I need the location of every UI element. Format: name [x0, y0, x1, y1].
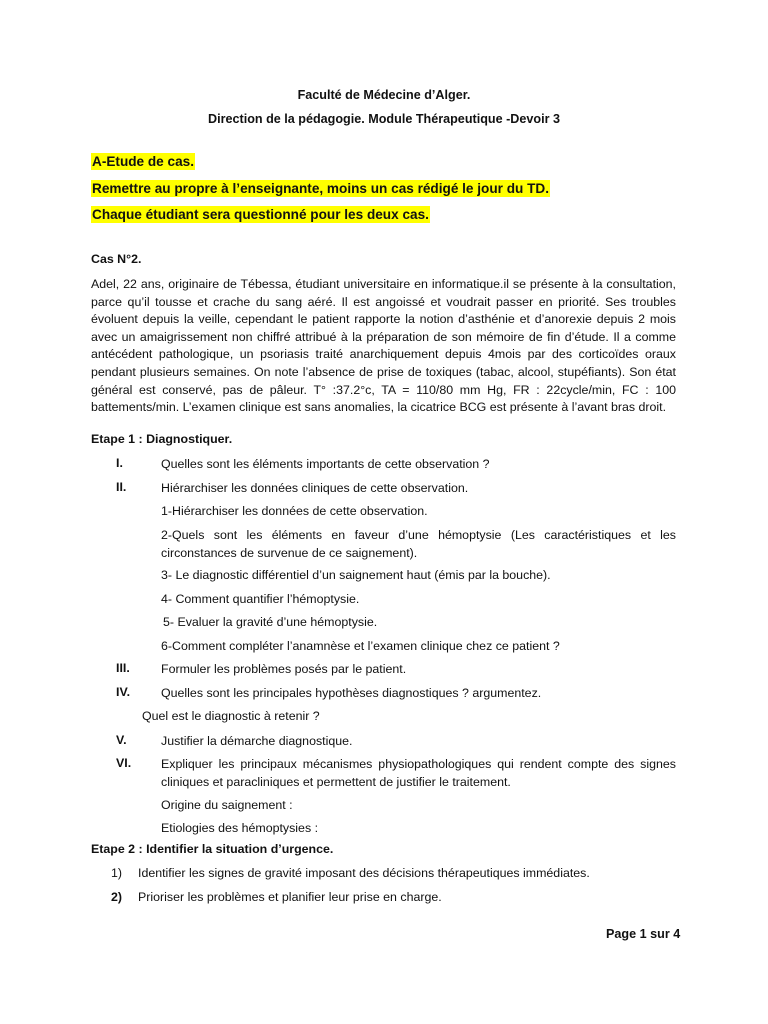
current-page: 1	[639, 927, 647, 941]
question-text: Hiérarchiser les données cliniques de cette observation.	[161, 481, 469, 495]
step-2-title: Etape 2 : Identifier la situation d’urgence.	[91, 842, 334, 856]
sub-question: 3- Le diagnostic différentiel d’un saignement haut (émis par la bouche).	[161, 568, 551, 582]
question-text: Justifier la démarche diagnostique.	[161, 734, 353, 748]
total-pages: 4	[673, 927, 681, 941]
faculty-title: Faculté de Médecine d’Alger.	[297, 88, 471, 102]
instruction-highlight: Remettre au propre à l’enseignante, moins un cas rédigé le jour du TD.	[92, 181, 550, 196]
question-number: 2)	[111, 890, 123, 904]
sub-question: 5- Evaluer la gravité d’une hémoptysie.	[163, 615, 378, 629]
question-text: Quelles sont les principales hypothèses diagnostiques ? argumentez.	[161, 686, 542, 700]
question-text: Identifier les signes de gravité imposant des décisions thérapeutiques immédiates.	[138, 866, 590, 880]
question-number: 1)	[111, 866, 123, 880]
sub-question: 6-Comment compléter l’anamnèse et l’examen clinique chez ce patient ?	[161, 639, 560, 653]
case-title: Cas N°2.	[91, 252, 142, 266]
of-label: sur	[650, 927, 670, 941]
sub-question: 1-Hiérarchiser les données de cette observation.	[161, 504, 428, 518]
step-1-title: Etape 1 : Diagnostiquer.	[91, 432, 233, 446]
sub-question: Origine du saignement :	[161, 798, 293, 812]
sub-question: 2-Quels sont les éléments en faveur d’une hémoptysie (Les caractéristiques et les circonstances de survenue de ce saignement).	[161, 528, 676, 560]
sub-question: 4- Comment quantifier l’hémoptysie.	[161, 592, 360, 606]
question-number: VI.	[116, 756, 132, 770]
question-number: II.	[116, 480, 127, 494]
question-number: V.	[116, 733, 127, 747]
question-text: Prioriser les problèmes et planifier leur prise en charge.	[138, 890, 442, 904]
question-number: III.	[116, 661, 130, 675]
question-number: IV.	[116, 685, 131, 699]
section-title-highlight: A-Etude de cas.	[92, 154, 194, 169]
case-description: Adel, 22 ans, originaire de Tébessa, étudiant universitaire en informatique.il se présente à la consultation, parce qu’il tousse et crache du sang aéré. Il est angoissé et voudrait passer en priorité. Ses troubles évoluent depuis la veille, cependant le patient rapporte la notion d’asthénie et d’anorexie depuis 2 mois avec un amaigrissement non chiffré attribué à la préparation de son mémoire de fin d’étude. Il a comme antécédent pathologique, un psoriasis traité anarchiquement depuis 4mois par des corticoïdes oraux pendant plusieurs semaines. On note l’absence de prise de toxiques (tabac, alcool, stupéfiants). Son état général est conservé, pas de pâleur. T° :37.2°c, TA = 110/80 mm Hg, FR : 22cycle/min, FC : 100 battements/min. L’examen clinique est sans anomalies, la cicatrice BCG est présente à l’avant bras droit.	[91, 277, 676, 415]
retain-diagnosis-question: Quel est le diagnostic à retenir ?	[142, 709, 320, 723]
sub-question: Etiologies des hémoptysies :	[161, 821, 319, 835]
page-number	[606, 927, 680, 941]
page-label: Page	[606, 927, 637, 941]
question-number: I.	[116, 456, 123, 470]
instruction-highlight: Chaque étudiant sera questionné pour les deux cas.	[92, 207, 429, 222]
module-title: Direction de la pédagogie. Module Thérapeutique -Devoir 3	[208, 112, 560, 126]
question-text: Formuler les problèmes posés par le patient.	[161, 662, 407, 676]
question-text: Quelles sont les éléments importants de cette observation ?	[161, 457, 490, 471]
question-text: Expliquer les principaux mécanismes physiopathologiques qui rendent compte des signes cliniques et paracliniques et permettent de justifier le traitement.	[161, 757, 676, 789]
